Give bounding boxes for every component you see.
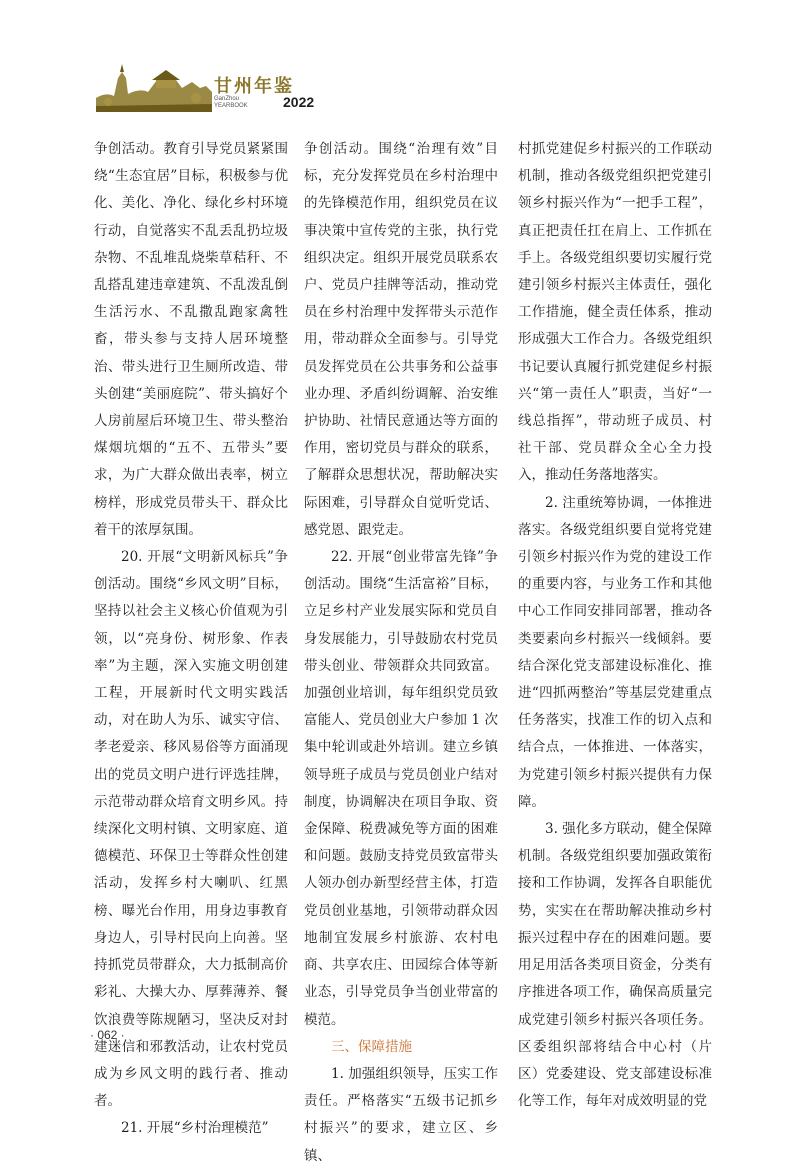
yearbook-header: [96, 58, 336, 116]
page-number: · 062 ·: [90, 1028, 125, 1042]
paragraph: 3. 强化多方联动，健全保障机制。各级党组织要加强政策衔接和工作协调，发挥各自职能优势，实实在在帮助解决推动乡村振兴过程中存在的困难问题。要用足用活各类项目资金，分类有序推进各项工作，确保高质量完成党建引领乡村振兴各项任务。区委组织部将结合中心村（片区）党委建设、党支部建设标准化等工作，每年对成效明显的党: [518, 821, 712, 1110]
paragraph: 争创活动。围绕“治理有效”目标，充分发挥党员在乡村治理中的先锋模范作用，组织党员在议事决策中宣传党的主张，执行党组织决定。组织开展党员联系农户、党员户挂牌等活动，推动党员在乡村治理中发挥带头示范作用，带动群众全面参与。引导党员发挥党员在公共事务和公益事业办理、矛盾纠纷调解、治安维护协助、社情民意通达等方面的作用，密切党员与群众的联系，了解群众思想状况，帮助解决实际困难，引导群众自觉听党话、感党恩、跟党走。: [304, 141, 498, 538]
yearbook-brand-title: 甘州年鉴: [214, 76, 294, 97]
paragraph: 20. 开展“文明新风标兵”争创活动。围绕“乡风文明”目标，坚持以社会主义核心价值观为引领，以“亮身份、树形象、作表率”为主题，深入实施文明创建工程，开展新时代文明实践活动，对在助人为乐、诚实守信、孝老爱亲、移风易俗等方面涌现出的党员文明户进行评选挂牌，示范带动群众培育文明乡风。持续深化文明村镇、文明家庭、道德模范、环保卫士等群众性创建活动，发挥乡村大喇叭、红黑榜、曝光台作用，用身边事教育身边人，引导村民向上向善。坚持抓党员带群众，大力抵制高价彩礼、大操大办、厚葬薄养、餐饮浪费等陈规陋习，坚决反对封建迷信和邪教活动，让农村党员成为乡风文明的践行者、推动者。: [94, 549, 288, 1110]
yearbook-year: 2022: [283, 94, 315, 110]
text-column-3: [518, 136, 712, 1110]
section-heading: 三、保障措施: [331, 1038, 412, 1055]
paragraph: 村抓党建促乡村振兴的工作联动机制，推动各级党组织把党建引领乡村振兴作为“一把手工程”，真正把责任扛在肩上、工作抓在手上。各级党组织要切实履行党建引领乡村振兴主体责任，强化工作措施，健全责任体系，推动形成强大工作合力。各级党组织书记要认真履行抓党建促乡村振兴“第一责任人”职责，当好“一线总指挥”，带动班子成员、村社干部、党员群众全心全力投入，推动任务落地落实。: [518, 141, 712, 484]
city-skyline-logo-icon: [96, 58, 212, 112]
paragraph: 21. 开展“乡村治理模范”: [121, 1120, 269, 1137]
paragraph: 22. 开展“创业带富先锋”争创活动。围绕“生活富裕”目标，立足乡村产业发展实际和党员自身发展能力，引导鼓励农村党员带头创业、带领群众共同致富。加强创业培训，每年组织党员致富能人、党员创业大户参加 1 次集中轮训或赴外培训。建立乡镇领导班子成员与党员创业户结对制度，协调解决在项目争取、资金保障、税费减免等方面的困难和问题。鼓励支持党员致富带头人领办创办新型经营主体，打造党员创业基地，引领带动群众因地制宜发展乡村旅游、农村电商、共享农庄、田园综合体等新业态，引导党员争当创业带富的模范。: [304, 549, 498, 1028]
paragraph: 2. 注重统筹协调，一体推进落实。各级党组织要自觉将党建引领乡村振兴作为党的建设工作的重要内容，与业务工作和其他中心工作同安排同部署，推动各类要素向乡村振兴一线倾斜。要结合深化党支部建设标准化、推进“四抓两整治”等基层党建重点任务落实，找准工作的切入点和结合点，一体推进、一体落实，为党建引领乡村振兴提供有力保障。: [518, 494, 712, 810]
paragraph: 争创活动。教育引导党员紧紧围绕“生态宜居”目标，积极参与优化、美化、净化、绿化乡村环境行动，自觉落实不乱丢乱扔垃圾杂物、不乱堆乱烧柴草秸秆、不乱搭乱建违章建筑、不乱泼乱倒生活污水、不乱撒乱跑家禽牲畜，带头参与支持人居环境整治、带头进行卫生厕所改造、带头创建“美丽庭院”、带头搞好个人房前屋后环境卫生、带头整治煤烟坑烟的“五不、五带头”要求，为广大群众做出表率，树立榜样，形成党员带头干、群众比着干的浓厚氛围。: [94, 141, 288, 538]
yearbook-brand-subtitle: GanZhou YEARBOOK: [214, 96, 248, 109]
text-column-2: [304, 136, 498, 1164]
paragraph: 1. 加强组织领导，压实工作责任。严格落实“五级书记抓乡村振兴”的要求，建立区、乡镇、: [304, 1065, 498, 1164]
